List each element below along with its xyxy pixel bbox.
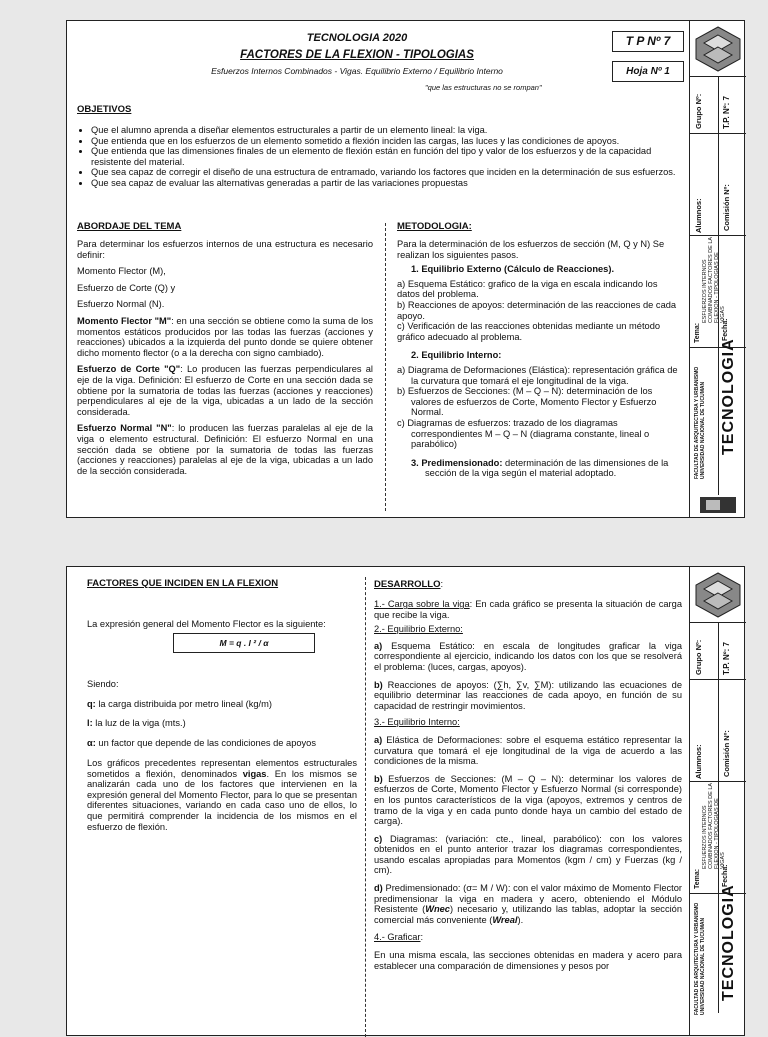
desarrollo-body bbox=[374, 599, 682, 975]
normal-label: Esfuerzo Normal "N" bbox=[77, 423, 172, 434]
sidebar-divider bbox=[690, 679, 746, 680]
graficos-text: Los gráficos precedentes representan elementos estructurales sometidos a flexión, denominados bbox=[87, 758, 357, 779]
corner-mark-icon bbox=[700, 497, 736, 513]
worksheet-page-1 bbox=[66, 20, 745, 518]
objetivo-item: • Que sea capaz de corregir el diseño de una estructura de entramado, variando los factores que inciden en la determinación de sus esfuerzos. bbox=[91, 167, 685, 178]
info-sidebar bbox=[689, 21, 746, 517]
vigas-word: vigas bbox=[242, 768, 267, 779]
step2-title: 2. Equilibrio Interno: bbox=[411, 350, 502, 361]
objetivos-list bbox=[73, 125, 685, 189]
d3-a-text: Elástica de Deformaciones: sobre el esquema estático representar la curvatura que tomará el eje longitudinal de la viga de acuerdo a las condiciones de la misma. bbox=[374, 734, 682, 767]
d3-a-label: a) bbox=[374, 734, 383, 745]
metodologia-intro: Para la determinación de los esfuerzos de sección (M, Q y N) Se realizan los siguientes pasos. bbox=[397, 239, 665, 260]
tema-text: ESFUERZOS INTERNOS COMBINADOS FACTORES DE LA FLEXION - TIPOLOGIAS DE VIGAS bbox=[702, 237, 726, 323]
step2-c: c) Diagramas de esfuerzos: trazado de los diagramas correspondientes M – Q – N (diagrama constante, lineal o parabólico) bbox=[397, 417, 650, 450]
tema-text: ESFUERZOS INTERNOS COMBINADOS FACTORES DE LA FLEXION - TIPOLOGIAS DE VIGAS bbox=[702, 783, 726, 869]
desarrollo-title: DESARROLLO bbox=[374, 579, 441, 590]
def-alpha bbox=[87, 738, 316, 749]
objetivo-item: • Que el alumno aprenda a diseñar elementos estructurales a partir de un elemento lineal: la viga. bbox=[91, 125, 685, 136]
abordaje-item-m: Momento Flector (M), bbox=[77, 266, 166, 277]
tp-field: T.P. Nº: 7 bbox=[722, 641, 731, 675]
d3-d-text-2: ) necesario y, utilizando las tablas, adoptar la sección comercial más conveniente ( bbox=[374, 904, 682, 925]
factores-heading: FACTORES QUE INCIDEN EN LA FLEXION bbox=[87, 578, 279, 589]
step1-a: a) Esquema Estático: grafico de la viga en escala indicando los datos del problema. bbox=[397, 278, 658, 300]
doc-tagline: Esfuerzos Internos Combinados - Vigas. Equilibrio Externo / Equilibrio Interno bbox=[211, 66, 503, 76]
abordaje-intro: Para determinar los esfuerzos internos de una estructura es necesario definir: bbox=[77, 239, 373, 260]
step1-c: c) Verificación de las reacciones obtenidas mediante un método gráfico adecuado al problema. bbox=[397, 321, 661, 342]
wnec-word: Wnec bbox=[425, 904, 450, 915]
siendo-text: Siendo: bbox=[87, 679, 119, 689]
normal-definition bbox=[77, 423, 373, 476]
momento-text: : en una sección se obtiene como la suma de los momentos estáticos producidos por las todas las fuerzas (acciones y reacciones) ubicados a la izquierda del punto donde se quiere obtener dicho momento flector (o a la derecha con signo cambiado). bbox=[77, 315, 373, 358]
doc-subtitle: FACTORES DE LA FLEXION - TIPOLOGIAS bbox=[240, 49, 474, 61]
objetivo-item: • Que entienda que en los esfuerzos de un elemento sometido a flexión inciden las cargas, las luces y las condiciones de apoyos. bbox=[91, 136, 685, 147]
abordaje-heading: ABORDAJE DEL TEMA bbox=[77, 221, 182, 232]
step1-title: 1. Equilibrio Externo (Cálculo de Reacciones). bbox=[411, 264, 615, 275]
metodologia-heading: METODOLOGIA: bbox=[397, 221, 472, 232]
alpha-label: α: bbox=[87, 738, 96, 748]
tema-label: Tema: bbox=[694, 322, 701, 343]
expresion-text: La expresión general del Momento Flector es la siguiente: bbox=[87, 619, 326, 629]
desarrollo-heading bbox=[374, 579, 443, 591]
d3-d-label: d) bbox=[374, 883, 383, 894]
d3-a bbox=[374, 735, 682, 767]
column-divider bbox=[385, 223, 386, 511]
d4-label bbox=[374, 932, 682, 943]
step2-a: a) Diagrama de Deformaciones (Elástica): representación gráfica de la curvatura que tomará el eje longitudinal de la viga. bbox=[397, 364, 678, 386]
fecha-field: Fecha: bbox=[722, 318, 729, 341]
d2-label bbox=[374, 624, 682, 635]
column-divider bbox=[365, 577, 366, 1037]
step3-label: 3. Predimensionado: bbox=[411, 457, 503, 468]
corte-label: Esfuerzo de Corte "Q" bbox=[77, 364, 181, 375]
comision-field: Comisión Nº: bbox=[722, 730, 731, 777]
d3-b-text: Esfuerzos de Secciones: (M – Q – N): determinar los valores de esfuerzos de Corte, Momento Flector y Esfuerzo Normal (si corresponde) en los puntos característicos de la viga (apoyos, extremos y centros de tramo de la viga y en cada punto donde haya un cambio del estado de carga). bbox=[374, 773, 682, 827]
hoja-number-box: Hoja Nº 1 bbox=[612, 61, 684, 82]
abordaje-body bbox=[77, 239, 373, 480]
d2-a-text: Esquema Estático: en escala de longitudes graficar la viga correspondiente al ejercicio, indicando los datos con los que se resolverá el problema: (luces, cargas, apoyos). bbox=[374, 640, 682, 672]
d2-b bbox=[374, 680, 682, 712]
d4-label-text: 4.- Graficar bbox=[374, 932, 421, 943]
step3-text: determinación de las dimensiones de la sección de la viga según el material adoptado. bbox=[425, 457, 669, 479]
step3 bbox=[397, 458, 682, 479]
doc-title: TECNOLOGIA 2020 bbox=[306, 32, 408, 44]
q-text: la carga distribuida por metro lineal (kg/m) bbox=[95, 699, 272, 709]
q-label: q: bbox=[87, 699, 96, 709]
d2-label-text: 2.- Equilibrio Externo: bbox=[374, 624, 463, 635]
momento-definition bbox=[77, 316, 373, 358]
desarrollo-colon: : bbox=[440, 579, 444, 589]
l-text: la luz de la viga (mts.) bbox=[92, 718, 186, 728]
def-l bbox=[87, 718, 186, 729]
d4-text: En una misma escala, las secciones obtenidas en madera y acero para establecer una comparación de dimensiones y pesos por bbox=[374, 950, 682, 971]
d3-label-text: 3.- Equilibrio Interno: bbox=[374, 717, 460, 728]
metodologia-body bbox=[397, 239, 682, 483]
d3-label bbox=[374, 717, 682, 728]
faculty-logo-icon bbox=[694, 571, 742, 619]
step1-b: b) Reacciones de apoyos: determinación de las reacciones de cada apoyo. bbox=[397, 299, 677, 321]
d3-c-label: c) bbox=[374, 833, 383, 844]
tema-label: Tema: bbox=[694, 868, 701, 889]
page-2-main bbox=[67, 567, 689, 1035]
abordaje-item-q: Esfuerzo de Corte (Q) y bbox=[77, 282, 176, 293]
alpha-text: un factor que depende de las condiciones de apoyos bbox=[95, 738, 317, 748]
formula-box: M = q . l ² / α bbox=[173, 633, 315, 653]
d2-b-text: Reacciones de apoyos: (∑h, ∑v, ∑M): utilizando las ecuaciones de equilibrio determinar las reacciones de cada apoyo, en función de su capacidad de restringir movimientos. bbox=[374, 679, 682, 711]
fecha-field: Fecha: bbox=[722, 864, 729, 887]
d3-b bbox=[374, 774, 682, 827]
def-q bbox=[87, 699, 272, 710]
objetivo-item: • Que sea capaz de evaluar las alternativas generadas a partir de las variaciones propuestas bbox=[91, 178, 685, 189]
corte-text: : Lo producen las fuerzas perpendiculares al eje de la viga. Definición: El esfuerzo de Corte en una sección dada se obtiene por la sumatoria de todas las fuerzas (acciones y reacciones) perpendiculares al eje de la viga, ubicadas a un lado de la sección considerada. bbox=[77, 364, 373, 417]
doc-quote: "que las estructuras no se rompan" bbox=[425, 83, 542, 92]
tecnologia-label: TECNOLOGIA bbox=[720, 338, 737, 455]
d3-d bbox=[374, 883, 682, 925]
faculty-logo-icon bbox=[694, 25, 742, 73]
d2-b-label: b) bbox=[374, 679, 383, 690]
d1 bbox=[374, 599, 682, 620]
step2-b: b) Esfuerzos de Secciones: (M – Q – N): determinación de los valores de esfuerzos de Corte, Momento Flector y Esfuerzo Normal. bbox=[397, 386, 657, 418]
d1-text: : En cada gráfico se presenta la situación de carga que recibe la viga. bbox=[374, 599, 682, 620]
d3-c-text: Diagramas: (variación: cte., lineal, parabólico): con los valores obtenidos en el punto anterior trazar los diagramas correspondientes, usando escalas apropiadas para Momentos (kgm / cm) y Fuerzas (kg / cm). bbox=[374, 833, 682, 876]
l-label: l: bbox=[87, 718, 93, 728]
normal-text: : lo producen las fuerzas paralelas al eje de la viga o elemento estructural. Definición: El esfuerzo Normal en una sección dada se obtiene por la sumatoria de todas las fuerzas (acciones y reacciones) paralelas al eje de la viga, ubicadas a un lado de la sección considerada. bbox=[77, 423, 373, 476]
alumnos-field: Alumnos: bbox=[694, 198, 703, 233]
momento-label: Momento Flector "M" bbox=[77, 315, 172, 326]
d3-c bbox=[374, 834, 682, 876]
objetivo-item: • Que entienda que las dimensiones finales de un elemento de flexión están en función del tipo y valor de los esfuerzos y de la capacidad resistente del material. bbox=[91, 146, 685, 167]
d1-label: 1.- Carga sobre la viga bbox=[374, 599, 470, 609]
facultad-text: FACULTAD DE ARQUITECTURA Y URBANISMO UNIVERSIDAD NACIONAL DE TUCUMAN bbox=[694, 902, 706, 1015]
comision-field: Comisión Nº: bbox=[722, 184, 731, 231]
page-1-main bbox=[67, 21, 689, 517]
tp-field: T.P. Nº: 7 bbox=[722, 95, 731, 129]
facultad-text: FACULTAD DE ARQUITECTURA Y URBANISMO UNIVERSIDAD NACIONAL DE TUCUMAN bbox=[694, 366, 706, 479]
d4-colon: : bbox=[420, 932, 424, 943]
d3-d-text-3: ). bbox=[517, 914, 524, 925]
sidebar-divider bbox=[690, 235, 746, 236]
d3-b-label: b) bbox=[374, 773, 383, 784]
sidebar-divider bbox=[690, 133, 746, 134]
sidebar-divider bbox=[690, 781, 746, 782]
graficos-paragraph bbox=[87, 758, 357, 832]
worksheet-page-2 bbox=[66, 566, 745, 1036]
wreal-word: Wreal bbox=[492, 914, 518, 925]
graficos-text-2: . En los mismos se analizarán cada uno de los factores que intervienen en la expresión general del Momento Flector, para lo que se presentan diferentes situaciones, variando en cada caso uno de ellos, lo que permitirá comprender la incidencia de los mismos en el esfuerzo de flexión. bbox=[87, 768, 358, 832]
tecnologia-label: TECNOLOGIA bbox=[720, 884, 737, 1001]
d3-d-text-1: Predimensionado: (σ= M / W): con el valor máximo de Momento Flector predimensionar la viga en madera y acero, obteniendo el Módulo Resistente ( bbox=[374, 883, 682, 915]
abordaje-item-n: Esfuerzo Normal (N). bbox=[77, 299, 165, 310]
corte-definition bbox=[77, 364, 373, 417]
grupo-field: Grupo Nº: bbox=[694, 639, 703, 675]
d2-a-label: a) bbox=[374, 640, 383, 651]
tp-number-box: T P Nº 7 bbox=[612, 31, 684, 52]
info-sidebar bbox=[689, 567, 746, 1035]
alumnos-field: Alumnos: bbox=[694, 744, 703, 779]
grupo-field: Grupo Nº: bbox=[694, 93, 703, 129]
d2-a bbox=[374, 641, 682, 673]
objetivos-heading: OBJETIVOS bbox=[77, 104, 132, 115]
